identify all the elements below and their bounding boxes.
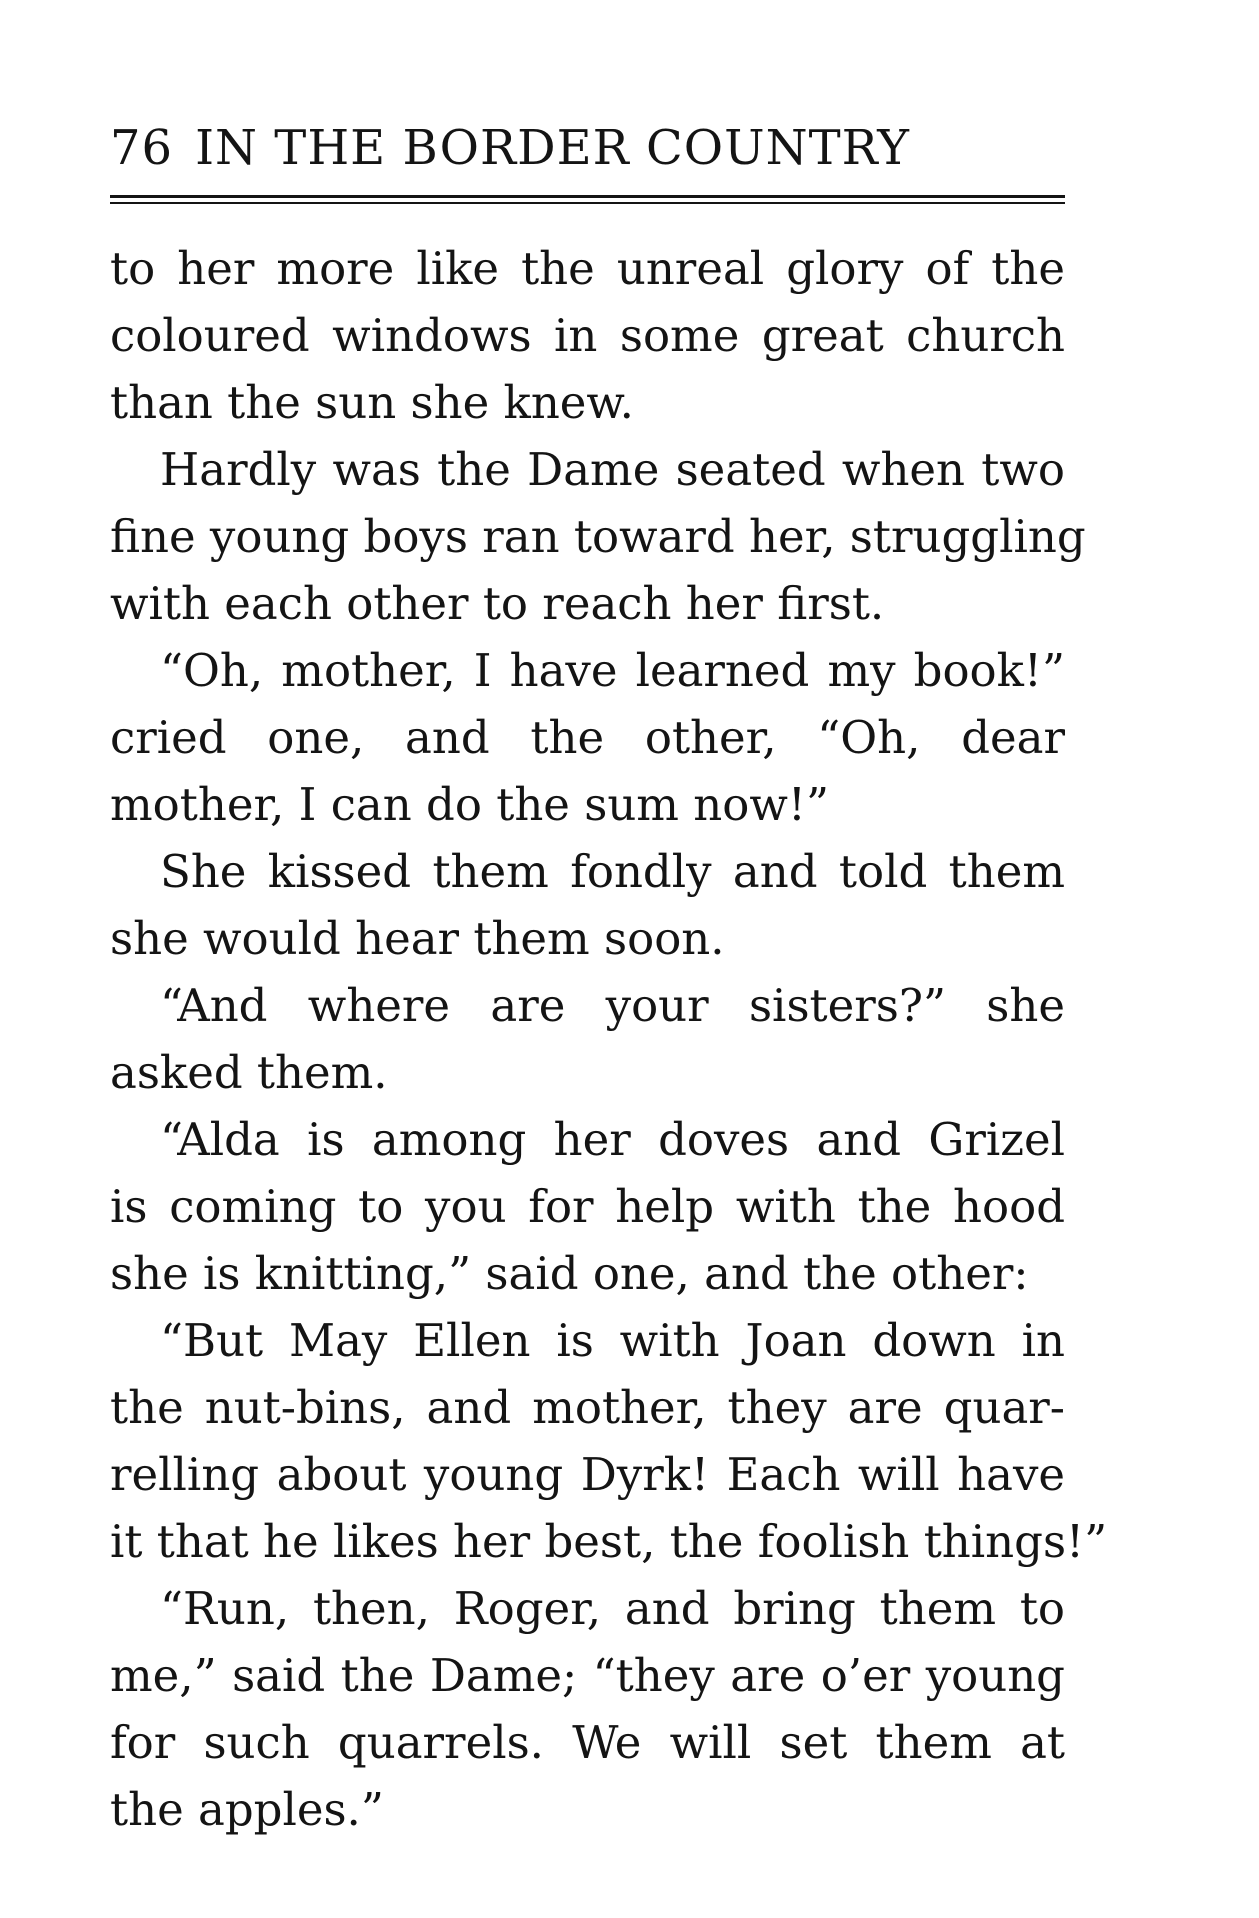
text-line: Hardly was the Dame seated when two — [160, 443, 1065, 496]
body-text — [110, 235, 1108, 1843]
text-line: relling about young Dyrk! Each will have — [110, 1448, 1065, 1501]
text-line: it that he likes her best, the foolish things!” — [110, 1515, 1108, 1568]
text-line: for such quarrels. We will set them at — [110, 1716, 1065, 1769]
text-line: “But May Ellen is with Joan down in — [160, 1314, 1065, 1367]
text-line: coloured windows in some great church — [110, 309, 1065, 362]
header-rule-thin — [110, 202, 1065, 204]
text-line: than the sun she knew. — [110, 376, 634, 429]
text-line: fine young boys ran toward her, struggling — [110, 510, 1086, 563]
text-line: asked them. — [110, 1046, 388, 1099]
text-line: cried one, and the other, “Oh, dear — [110, 711, 1065, 764]
running-title: IN THE BORDER COUNTRY — [195, 120, 910, 176]
running-head — [110, 118, 1070, 178]
text-line: with each other to reach her first. — [110, 577, 885, 630]
text-line: she would hear them soon. — [110, 912, 725, 965]
text-line: to her more like the unreal glory of the — [110, 242, 1065, 295]
text-line: the apples.” — [110, 1783, 384, 1836]
text-line: is coming to you for help with the hood — [110, 1180, 1065, 1233]
text-line: “And where are your sisters?” she — [160, 979, 1065, 1032]
text-line: the nut-bins, and mother, they are quar- — [110, 1381, 1065, 1434]
text-line: “Oh, mother, I have learned my book!” — [160, 644, 1065, 697]
text-line: mother, I can do the sum now!” — [110, 778, 829, 831]
text-line: “Alda is among her doves and Grizel — [160, 1113, 1065, 1166]
text-line: me,” said the Dame; “they are o’er young — [110, 1649, 1065, 1702]
text-line: “Run, then, Roger, and bring them to — [160, 1582, 1065, 1635]
header-rule-thick — [110, 195, 1065, 198]
text-line: she is knitting,” said one, and the other: — [110, 1247, 1029, 1300]
page-number: 76 — [110, 120, 174, 176]
text-line: She kissed them fondly and told them — [160, 845, 1065, 898]
